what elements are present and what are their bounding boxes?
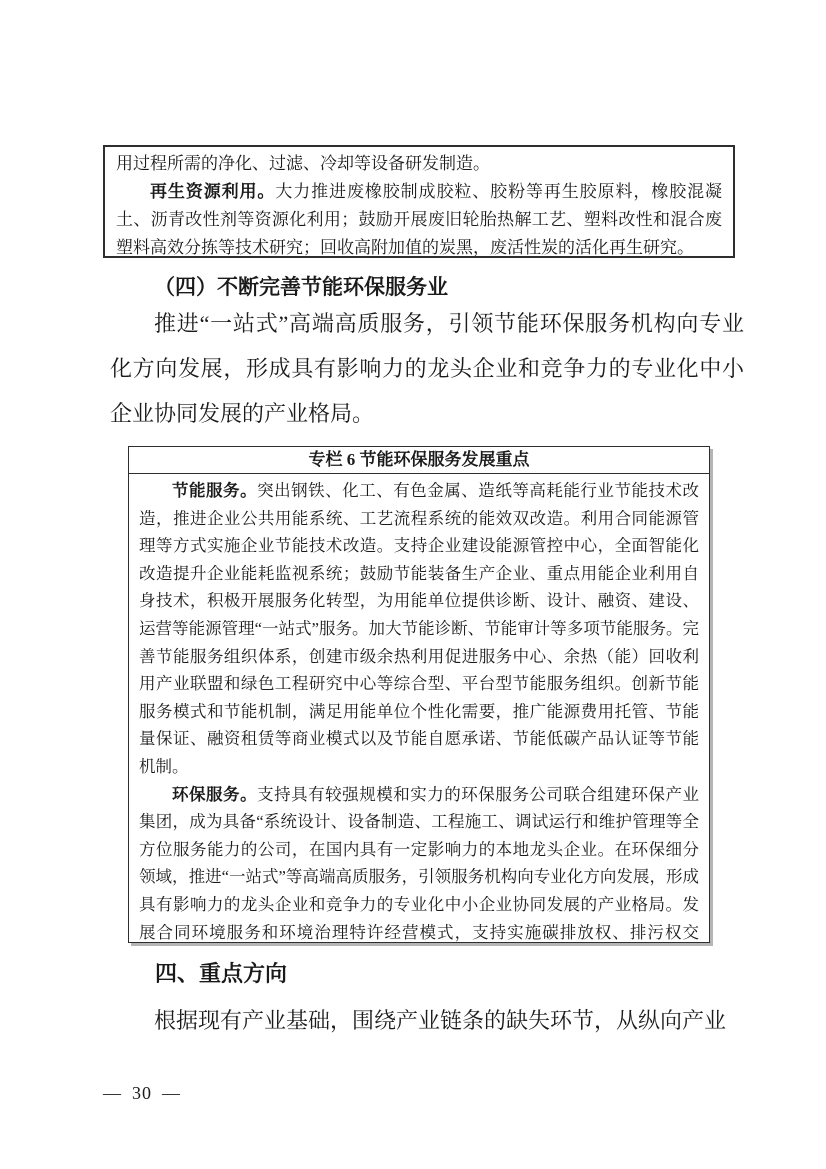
box-paragraph-recycling <box>116 178 722 258</box>
footer-dash-left: — <box>103 1083 122 1103</box>
chapter-heading: 四、重点方向 <box>155 961 288 986</box>
chapter-paragraph: 根据现有产业基础，围绕产业链条的缺失环节，从纵向产业 <box>154 1008 727 1033</box>
env-service-paragraph <box>139 781 699 943</box>
page-footer <box>103 1080 181 1106</box>
column-6-box <box>128 446 710 943</box>
column-6-title: 专栏 6 节能环保服务发展重点 <box>129 447 709 474</box>
recycled-resources-box <box>103 145 735 258</box>
box-paragraph-continuation <box>116 150 722 178</box>
section-intro-paragraph: 推进“一站式”高端高质服务，引领节能环保服务机构向专业化方向发展，形成具有影响力的龙头企业和竞争力的专业化中小企业协同发展的产业格局。 <box>110 311 744 426</box>
paragraph-text: 大力推进废橡胶制成胶粒、胶粉等再生胶原料，橡胶混凝土、沥青改性剂等资源化利用；鼓励开展废旧轮胎热解工艺、塑料改性和混合废塑料高效分拣等技术研究；回收高附加值的炭黑，废活性炭的活化再生研究。 <box>116 182 723 257</box>
paragraph-text: 用过程所需的净化、过滤、冷却等设备研发制造。 <box>116 154 490 173</box>
paragraph-lead: 节能服务。 <box>172 481 258 500</box>
footer-dash-right: — <box>162 1083 181 1103</box>
paragraph-lead: 再生资源利用。 <box>150 182 276 201</box>
column-6-content <box>129 474 709 943</box>
energy-service-paragraph <box>139 477 699 781</box>
paragraph-lead: 环保服务。 <box>172 784 258 804</box>
paragraph-text: 支持具有较强规模和实力的环保服务公司联合组建环保产业集团，成为具备“系统设计、设备制造、工程施工、调试运行和维护管理等全方位服务能力的公司，在国内具有一定影响力的本地龙头企业。在环保细分领域，推进“一站式”等高端高质服务，引领服务机构向专业化方向发展，形成具有影响力的龙头企业和竞争力的专业化中小企业协同发展的产业格局。发展合同环境服务和环境治理特许经营模式，支持实施碳排放权、排污权交 <box>139 784 700 942</box>
section-heading-4: （四）不断完善节能环保服务业 <box>154 275 448 299</box>
paragraph-text: 突出钢铁、化工、有色金属、造纸等高耗能行业节能技术改造，推进企业公共用能系统、工艺流程系统的能效双改造。利用合同能源管理等方式实施企业节能技术改造。支持企业建设能源管控中心，全面智能化改造提升企业能耗监视系统；鼓励节能装备生产企业、重点用能企业利用自身技术，积极开展服务化转型，为用能单位提供诊断、设计、融资、建设、运营等能源管理“一站式”服务。加大节能诊断、节能审计等多项节能服务。完善节能服务组织体系，创建市级余热利用促进服务中心、余热（能）回收利用产业联盟和绿色工程研究中心等综合型、平台型节能服务组织。创新节能服务模式和节能机制，满足用能单位个性化需要，推广能源费用托管、节能量保证、融资租赁等商业模式以及节能自愿承诺、节能低碳产品认证等节能机制。 <box>139 481 700 776</box>
page-number: 30 <box>132 1083 152 1103</box>
